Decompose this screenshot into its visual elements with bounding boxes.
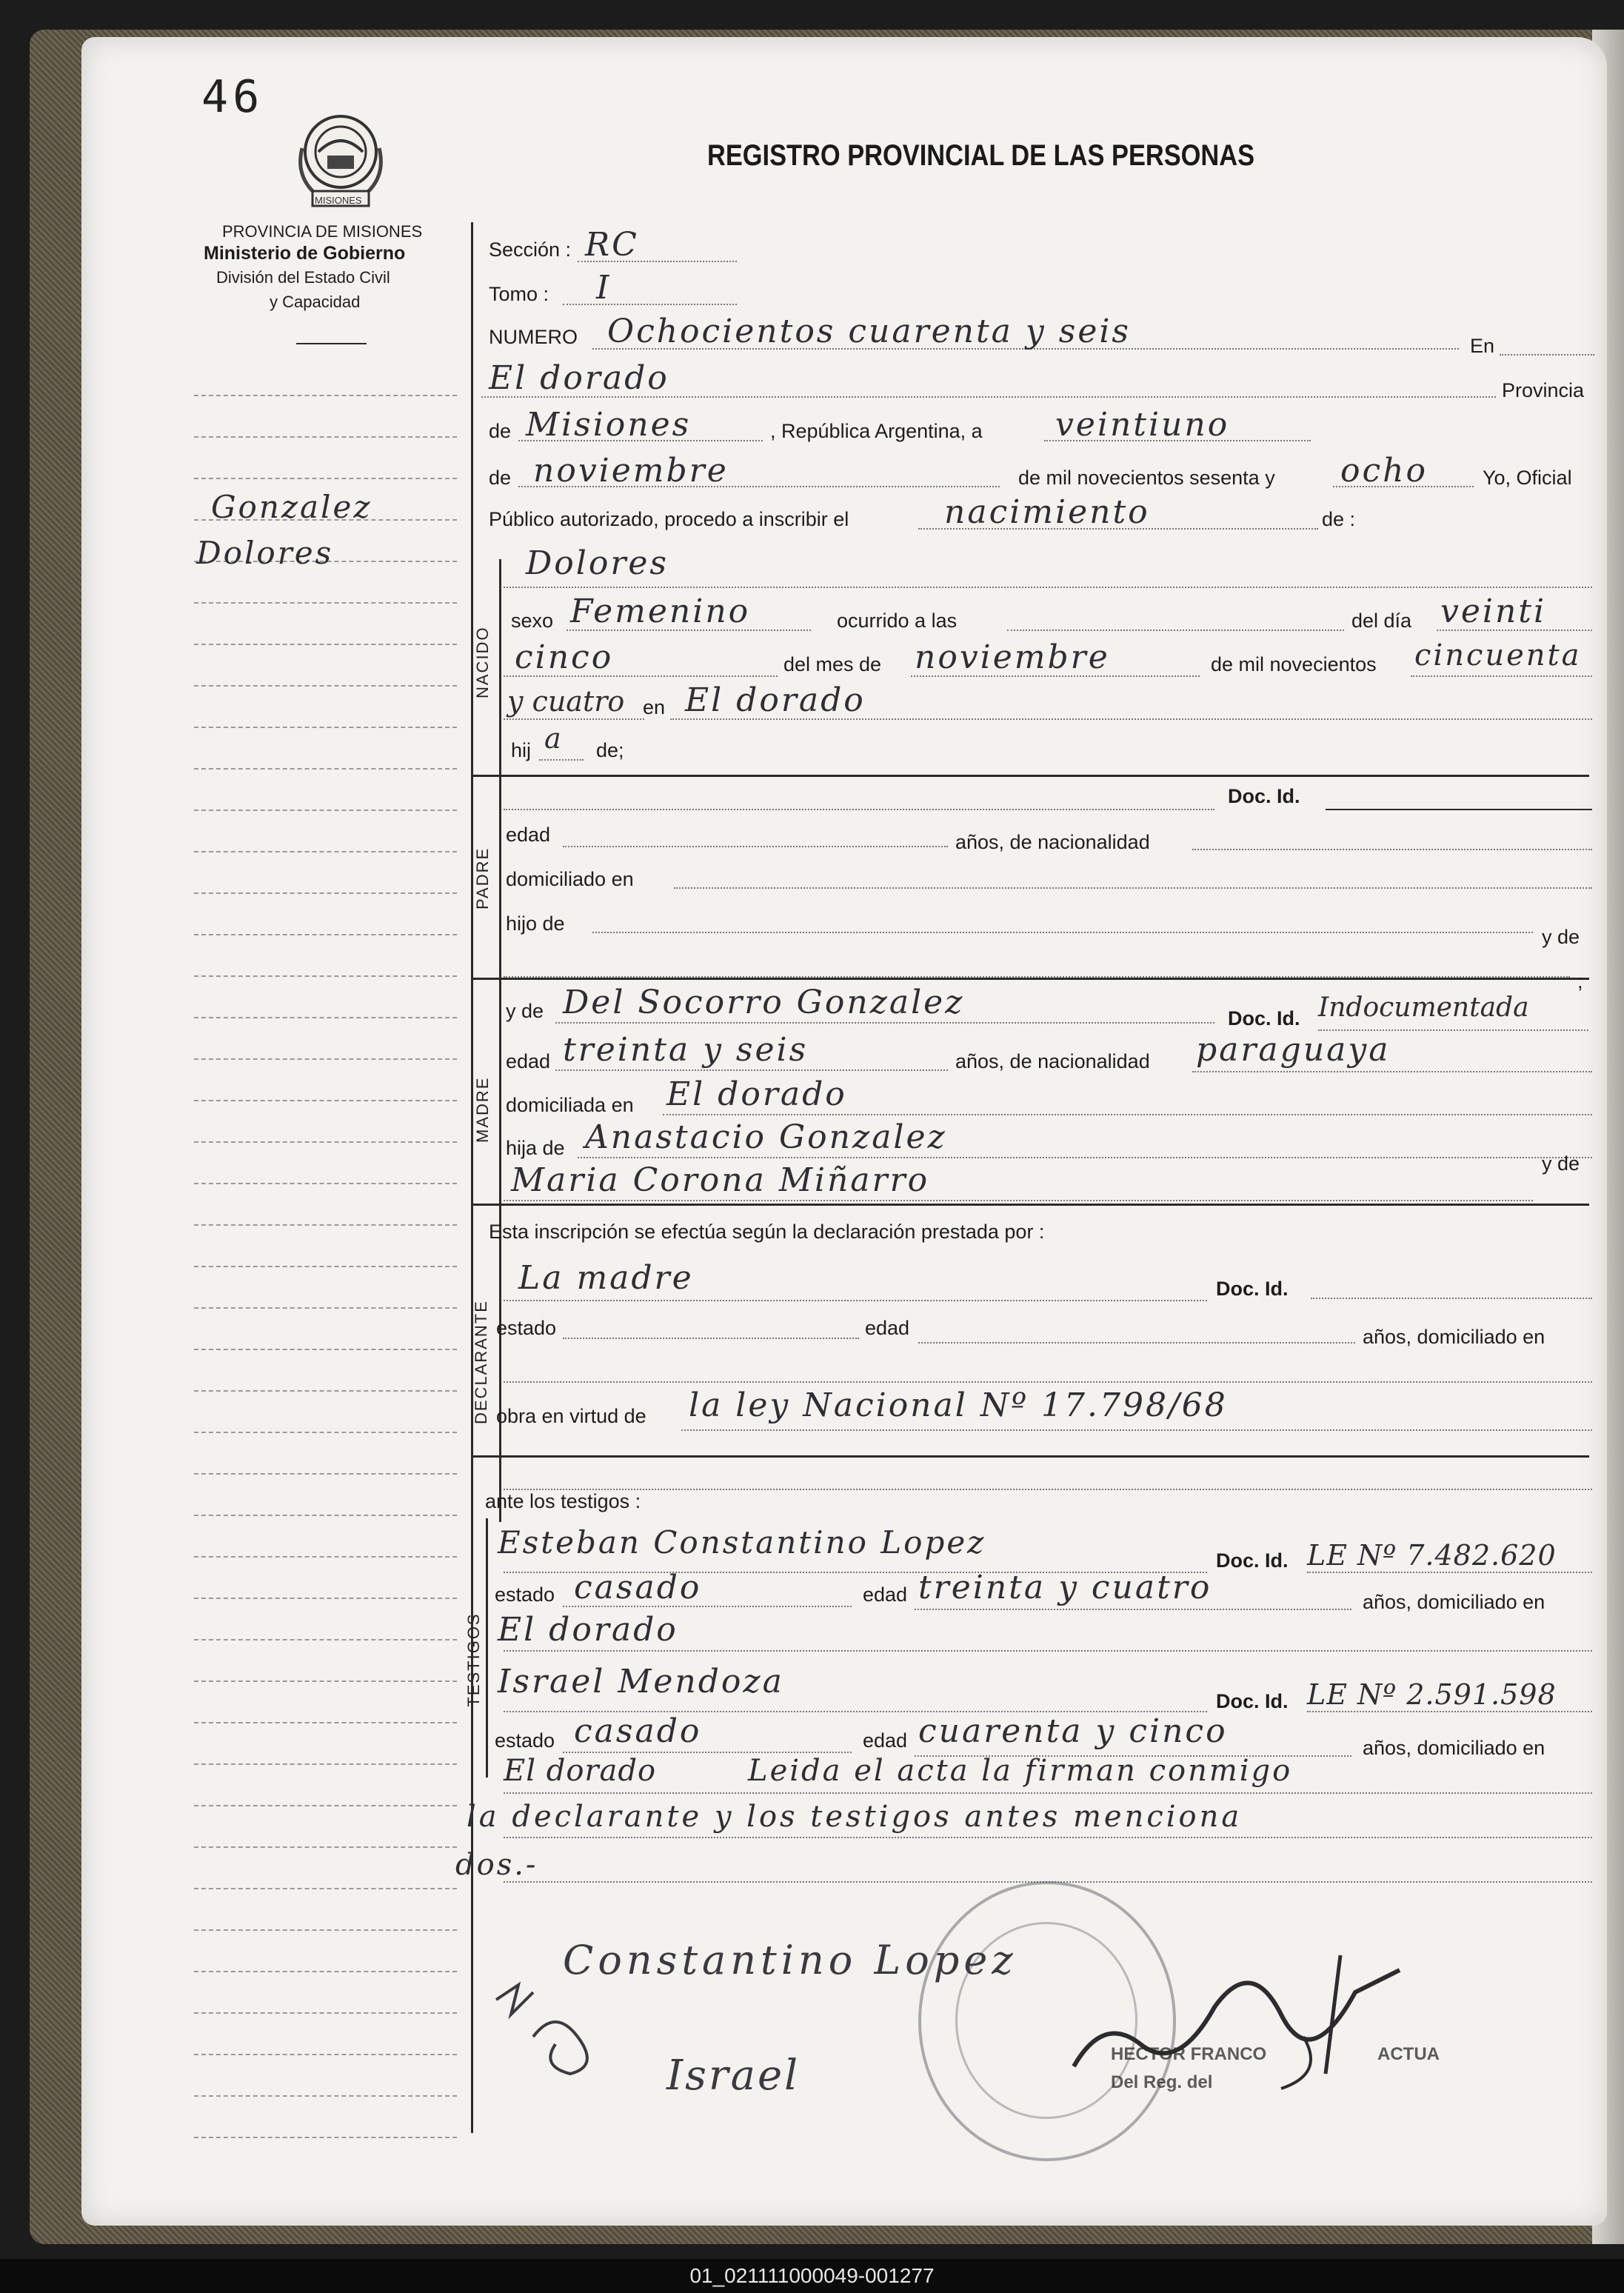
page-title: REGISTRO PROVINCIAL DE LAS PERSONAS: [707, 139, 1255, 172]
madre-name: Del Socorro Gonzalez: [563, 984, 965, 1021]
nacido-en-label: en: [643, 696, 666, 718]
testigo1-anios-label: años, domiciliado en: [1363, 1591, 1546, 1613]
signature-scribble-left: [489, 1940, 637, 2089]
sexo-label: sexo: [511, 610, 554, 632]
closing-line2: la declarante y los testigos antes menciona: [467, 1800, 1243, 1834]
de2-label: de: [489, 467, 512, 489]
tomo-value: I: [596, 269, 612, 307]
hij-value: a: [544, 722, 564, 755]
madre-doc-label: Doc. Id.: [1228, 1007, 1300, 1029]
seal-text: MISIONES: [315, 195, 362, 206]
testigo2-anios-label: años, domiciliado en: [1363, 1737, 1546, 1759]
testigo1-edad-value: treinta y cuatro: [918, 1569, 1212, 1606]
anio-value-b: y cuatro: [507, 685, 625, 718]
padre-anios-label: años, de nacionalidad: [955, 831, 1150, 853]
republica-label: , República Argentina, a: [770, 420, 983, 442]
declarante-estado-label: estado: [496, 1317, 557, 1339]
testigo2-domicilio-value: El dorado: [504, 1754, 657, 1788]
lugar-value: El dorado: [685, 681, 866, 719]
place-value: El dorado: [489, 359, 669, 397]
madre-domiciliada-label: domiciliada en: [506, 1094, 634, 1116]
testigo1-name: Esteban Constantino Lopez: [498, 1524, 986, 1561]
nacido-section-label: NACIDO: [473, 626, 492, 698]
testigo2-estado-value: casado: [574, 1712, 702, 1750]
testigo1-estado-label: estado: [495, 1583, 555, 1606]
madre-edad-label: edad: [506, 1050, 551, 1072]
acto-value: nacimiento: [944, 493, 1150, 531]
padre-doc-label: Doc. Id.: [1228, 785, 1300, 807]
file-name-caption: 01_021111000049-001277: [0, 2259, 1624, 2293]
signature-witness1: Constantino Lopez: [563, 1937, 1017, 1983]
madre-nacionalidad-value: paraguaya: [1196, 1031, 1391, 1069]
declarante-section-label: DECLARANTE: [472, 1300, 490, 1424]
testigos-section-label: TESTIGOS: [464, 1612, 483, 1707]
hij-label: hij: [511, 739, 532, 761]
numero-value: Ochocientos cuarenta y seis: [607, 313, 1132, 350]
madre-madre-value: Maria Corona Miñarro: [511, 1161, 930, 1199]
nacido-divider: [471, 775, 1589, 777]
madre-edad-value: treinta y seis: [563, 1031, 809, 1069]
publico-label: Público autorizado, procedo a inscribir el: [489, 508, 849, 530]
novecientos-label: de mil novecientos: [1211, 653, 1377, 675]
institution-line3: División del Estado Civil: [216, 268, 390, 287]
year-label: de mil novecientos sesenta y: [1018, 467, 1275, 489]
declarante-doc-label: Doc. Id.: [1216, 1278, 1289, 1300]
testigo2-edad-value: cuarenta y cinco: [918, 1712, 1228, 1750]
closing-line1: Leida el acta la firman conmigo: [748, 1754, 1293, 1788]
hij-de-label: de;: [596, 739, 624, 761]
padre-semicolon: ;: [1577, 970, 1583, 992]
day-value: veintiuno: [1055, 406, 1230, 444]
ocurrido-label: ocurrido a las: [837, 610, 958, 632]
margin-given-name: Dolores: [196, 535, 334, 571]
madre-yde-label: y de: [506, 1000, 544, 1022]
obra-label: obra en virtud de: [496, 1405, 646, 1427]
madre-hija-label: hija de: [506, 1137, 565, 1159]
testigo2-name: Israel Mendoza: [498, 1663, 784, 1700]
seccion-label: Sección :: [489, 238, 572, 261]
section-label-line: [499, 559, 501, 1522]
obra-value: la ley Nacional Nº 17.798/68: [689, 1386, 1228, 1424]
month-value: noviembre: [533, 452, 729, 490]
stamp-line2: Del Reg. del: [1111, 2072, 1213, 2092]
padre-section-label: PADRE: [473, 847, 492, 909]
mes-value: noviembre: [915, 638, 1110, 676]
madre-section-label: MADRE: [473, 1076, 492, 1143]
de-label: de: [489, 420, 512, 442]
testigos-intro: ante los testigos :: [485, 1490, 641, 1512]
testigo1-doc-label: Doc. Id.: [1216, 1549, 1289, 1572]
institution-divider: [296, 343, 367, 344]
madre-divider: [471, 1204, 1589, 1206]
testigo2-edad-label: edad: [863, 1729, 908, 1752]
provincia-value: Misiones: [526, 406, 692, 444]
nacido-name: Dolores: [526, 544, 669, 582]
testigo2-doc-value: LE Nº 2.591.598: [1307, 1678, 1557, 1711]
testigos-label-line: [486, 1518, 488, 1778]
padre-yde-label: y de: [1542, 926, 1580, 948]
oficial-label: Yo, Oficial: [1483, 467, 1572, 489]
declarante-divider: [471, 1455, 1589, 1458]
institution-line1: PROVINCIA DE MISIONES: [222, 222, 423, 241]
testigo1-estado-value: casado: [574, 1569, 702, 1606]
del-dia-label: del día: [1351, 610, 1412, 632]
declarante-name: La madre: [518, 1259, 694, 1297]
padre-divider: [471, 978, 1589, 980]
seccion-value: RC: [585, 226, 639, 264]
declarante-intro: Esta inscripción se efectúa según la declaración prestada por :: [489, 1221, 1045, 1243]
mes-label: del mes de: [783, 653, 882, 675]
stamp-line1: HECTOR FRANCO: [1111, 2044, 1267, 2064]
margin-surname: Gonzalez: [211, 489, 372, 525]
anio-value-a: cincuenta: [1414, 638, 1582, 672]
madre-padre-value: Anastacio Gonzalez: [585, 1118, 947, 1156]
padre-hijo-label: hijo de: [506, 912, 565, 935]
testigo1-domicilio-value: El dorado: [498, 1611, 678, 1649]
signature-witness2: Israel: [666, 2052, 801, 2100]
padre-edad-label: edad: [506, 824, 551, 846]
madre-domicilio-value: El dorado: [666, 1075, 847, 1113]
testigo1-edad-label: edad: [863, 1583, 908, 1606]
madre-doc-value: Indocumentada: [1318, 992, 1529, 1023]
madre-anios-label: años, de nacionalidad: [955, 1050, 1150, 1072]
institution-line2: Ministerio de Gobierno: [204, 243, 406, 264]
testigo2-estado-label: estado: [495, 1729, 555, 1752]
stamp-code: ACTUA: [1377, 2044, 1440, 2064]
year-value: ocho: [1340, 452, 1428, 490]
closing-line3: dos.-: [455, 1848, 538, 1882]
institution-line4: y Capacidad: [270, 293, 361, 311]
declarante-anios-label: años, domiciliado en: [1363, 1326, 1546, 1348]
padre-domiciliado-label: domiciliado en: [506, 868, 634, 890]
numero-label: NUMERO: [489, 326, 578, 348]
en-label: En: [1470, 335, 1495, 357]
sexo-value: Femenino: [570, 593, 751, 630]
main-vertical-line: [471, 222, 473, 2133]
page-number: 46: [201, 71, 264, 123]
provincia-label: Provincia: [1502, 379, 1585, 401]
testigo1-doc-value: LE Nº 7.482.620: [1307, 1539, 1557, 1572]
madre-yde2-label: y de: [1542, 1152, 1580, 1175]
tomo-label: Tomo :: [489, 283, 549, 305]
declarante-edad-label: edad: [865, 1317, 910, 1339]
testigo2-doc-label: Doc. Id.: [1216, 1690, 1289, 1712]
de3-label: de :: [1322, 508, 1356, 530]
dia-value-a: veinti: [1440, 593, 1547, 630]
dia-value-b: cinco: [515, 638, 614, 676]
